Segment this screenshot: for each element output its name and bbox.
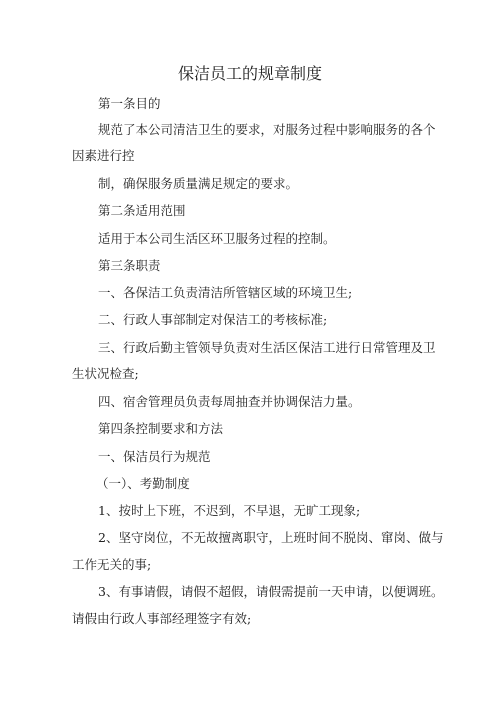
paragraph-line: 生状况检查; [72,366,139,381]
paragraph-line: 请假由行政人事部经理签字有效; [72,611,252,626]
paragraph-line: 3、有事请假，请假不超假，请假需提前一天申请，以便调班。 [98,584,444,599]
paragraph-line: 规范了本公司清洁卫生的要求，对服务过程中影响服务的各个 [98,122,436,137]
paragraph-line: 工作无关的事; [72,557,152,572]
section-heading: 第一条目的 [98,96,161,111]
paragraph-line: 三、行政后勤主管领导负责对生活区保洁工进行日常管理及卫 [98,340,436,355]
document-title: 保洁员工的规章制度 [177,64,322,83]
section-heading: 第四条控制要求和方法 [98,421,224,436]
paragraph-line: 2、坚守岗位，不无故擅离职守，上班时间不脱岗、窜岗、做与 [98,530,444,545]
section-heading: 第二条适用范围 [98,203,186,218]
paragraph-line: 1、按时上下班，不迟到，不早退，无旷工现象; [98,503,361,518]
paragraph-line: 适用于本公司生活区环卫服务过程的控制。 [98,231,336,246]
paragraph-line: 一、各保洁工负责清洁所管辖区域的环境卫生; [98,285,353,300]
subsection-heading: （一）、考勤制度 [96,476,190,491]
subsection-heading: 一、保洁员行为规范 [98,449,211,464]
paragraph-line: 二、行政人事部制定对保洁工的考核标准; [98,312,328,327]
paragraph-line: 制，确保服务质量满足规定的要求。 [98,176,299,191]
paragraph-line: 四、宿舍管理员负责每周抽查并协调保洁力量。 [98,394,361,409]
section-heading: 第三条职责 [98,258,161,273]
paragraph-line: 因素进行控 [72,148,135,163]
